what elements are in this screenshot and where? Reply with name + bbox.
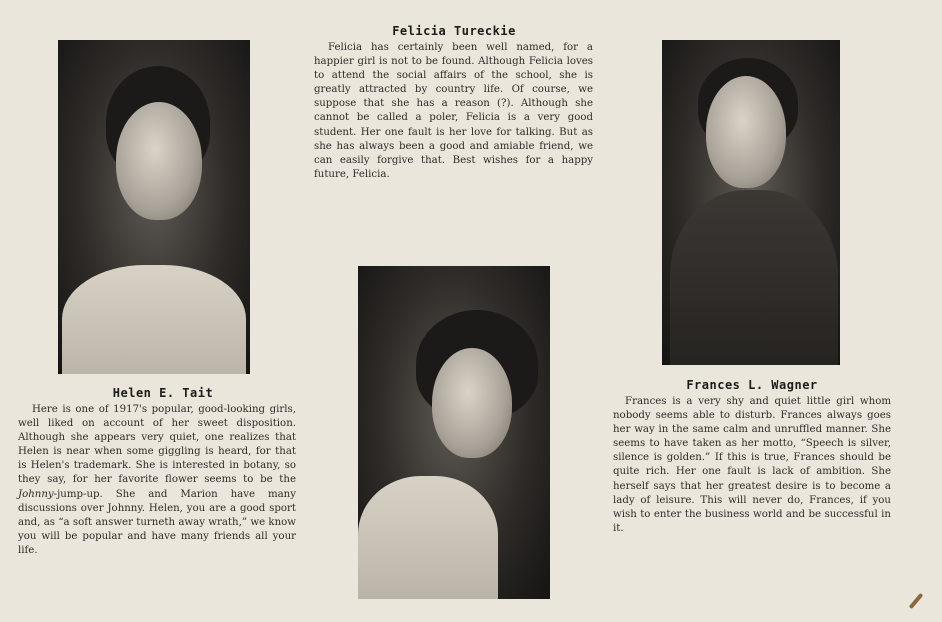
- frances-bio: Frances is a very shy and quiet little girl whom nobody seems able to disturb. Frances always goes her way in the same calm and unruffled manner. She seems to have taken as her motto, “Speech is silver, silence is golden.” If this is true, Frances should be quite rich. Her one fault is lack of ambition. She herself says that her greatest desire is to become a lady of leisure. This will never do, Frances, if you wish to enter the business world and be successful in it.: [613, 396, 891, 534]
- helen-bio-part-2: -jump-up. She and Marion have many discussions over Johnny. Helen, you are a good sport and, as “a soft answer turneth away wrath,” we know you will be popular and have many friends all your life.: [18, 488, 296, 556]
- portrait-helen-tait: [58, 40, 250, 374]
- helen-bio-part-1: Here is one of 1917's popular, good-looking girls, well liked on account of her sweet disposition. Although she appears very quiet, one realizes that Helen is near when some giggling is heard, for that is Helen's trademark. She is interested in botany, so they say, for her favorite flower seems to be the: [18, 404, 296, 486]
- frances-name-heading: Frances L. Wagner: [686, 378, 818, 392]
- portrait-felicia-tureckie: [358, 266, 550, 599]
- felicia-bio: Felicia has certainly been well named, for a happier girl is not to be found. Although Felicia loves to attend the social affairs of the school, she is greatly attracted by country life. Of course, we suppose that she has a reason (?). Although she cannot be called a poler, Felicia is a very good student. Her one fault is her love for talking. But as she has always been a good and amiable friend, we can easily forgive that. Best wishes for a happy future, Felicia.: [314, 42, 593, 180]
- portrait-frances-wagner: [662, 40, 840, 365]
- felicia-name-heading: Felicia Tureckie: [392, 24, 516, 38]
- pencil-mark: [909, 593, 924, 609]
- helen-bio: [18, 403, 296, 558]
- helen-name-heading: Helen E. Tait: [112, 386, 214, 400]
- helen-bio-italic: Johnny: [18, 488, 54, 500]
